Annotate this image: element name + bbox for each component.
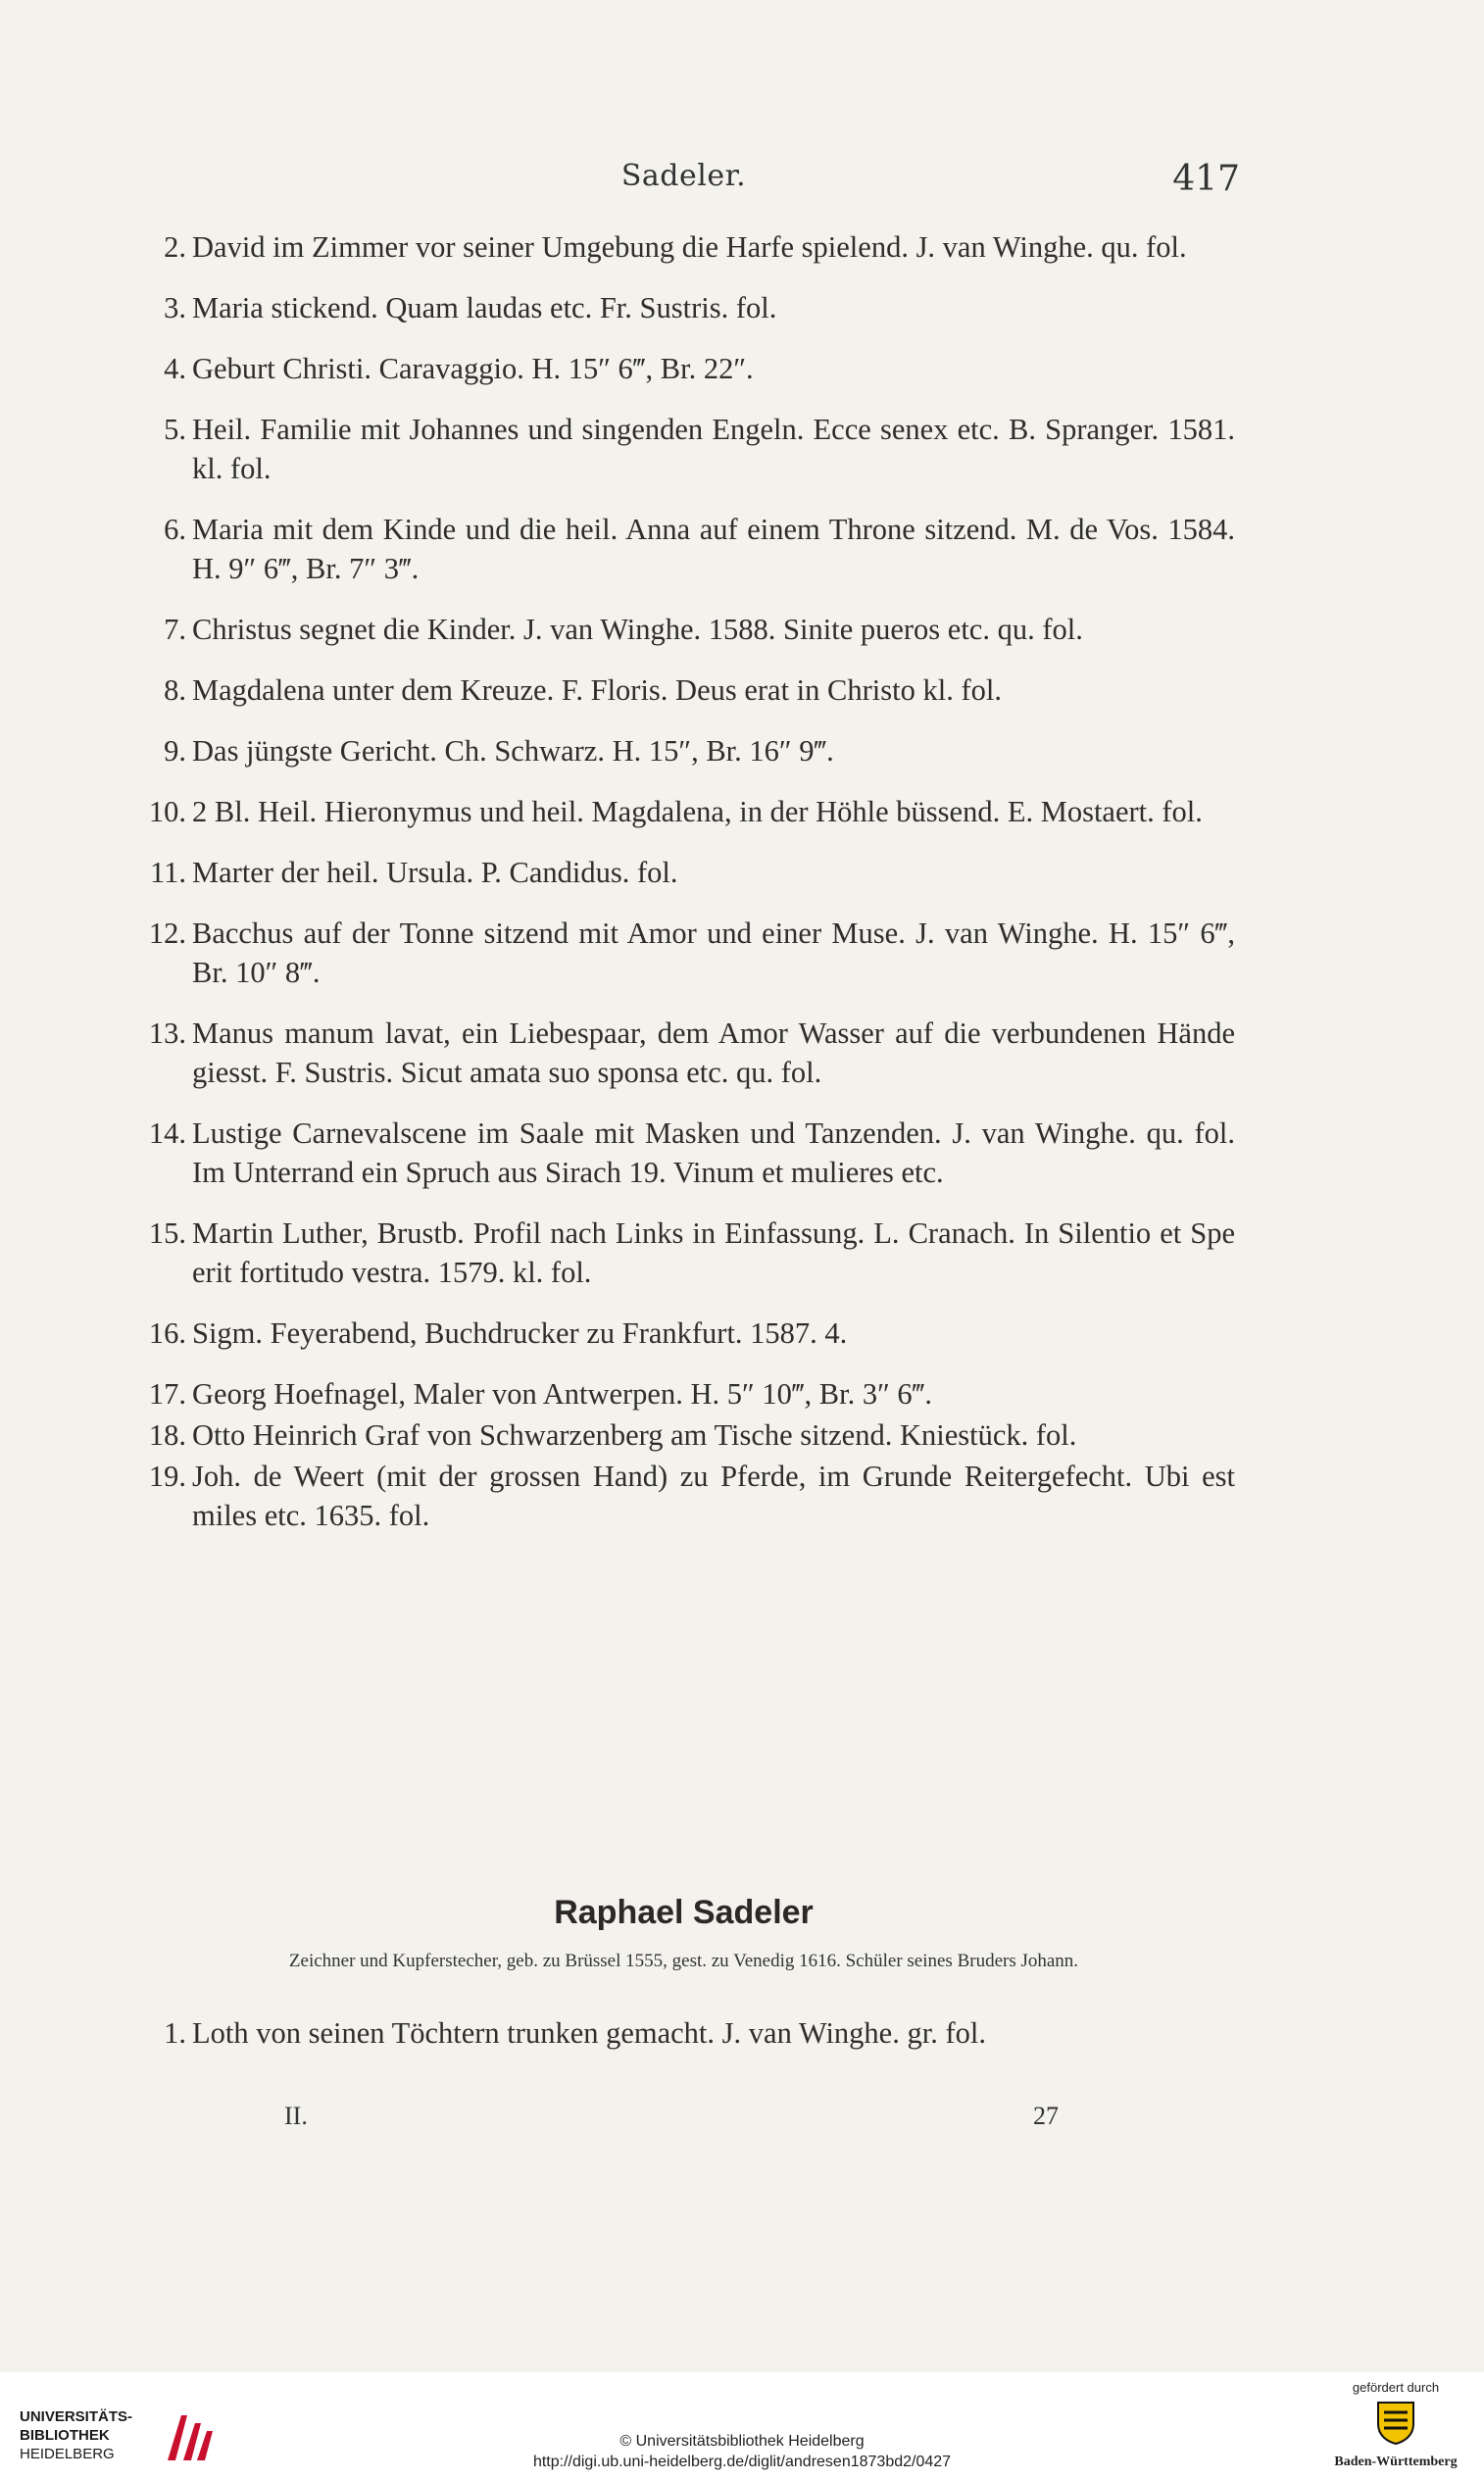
entry-number: 11. — [150, 856, 186, 889]
catalogue-entry — [118, 410, 1235, 488]
entry-number: 17. — [148, 1377, 186, 1411]
catalogue-entry — [118, 1374, 1235, 1414]
entry-text: Das jüngste Gericht. Ch. Schwarz. H. 15″, Br. 16″ 9‴. — [192, 734, 834, 768]
catalogue-entries — [118, 227, 1235, 1557]
source-url-link[interactable]: http://digi.ub.uni-heidelberg.de/diglit/andresen1873bd2/0427 — [532, 2454, 952, 2470]
sponsor-block — [1327, 2380, 1464, 2470]
entry-text: Manus manum lavat, ein Liebespaar, dem Amor Wasser auf die verbundenen Hände giesst. F. Sustris. Sicut amata suo sponsa etc. qu. fol. — [192, 1017, 1235, 1089]
catalogue-entry — [118, 2013, 1235, 2053]
catalogue-entry — [118, 349, 1235, 388]
entry-number: 16. — [148, 1316, 186, 1350]
entry-number: 6. — [164, 513, 186, 546]
entry-number: 12. — [148, 917, 186, 950]
entry-number: 3. — [164, 291, 186, 324]
catalogue-entry — [118, 670, 1235, 710]
catalogue-entry — [118, 1214, 1235, 1292]
sponsor-label: gefördert durch — [1352, 2380, 1440, 2395]
section-entries — [118, 2013, 1235, 2074]
entry-text: Christus segnet die Kinder. J. van Winghe. 1588. Sinite pueros etc. qu. fol. — [192, 613, 1083, 646]
entry-text: Joh. de Weert (mit der grossen Hand) zu Pferde, im Grunde Reitergefecht. Ubi est miles etc. 1635. fol. — [192, 1460, 1235, 1532]
entry-number: 1. — [164, 2016, 186, 2050]
entry-text: Geburt Christi. Caravaggio. H. 15″ 6‴, Br. 22″. — [192, 352, 754, 385]
entry-text: Heil. Familie mit Johannes und singenden Engeln. Ecce senex etc. B. Spranger. 1581. kl. fol. — [192, 413, 1235, 485]
entry-text: Sigm. Feyerabend, Buchdrucker zu Frankfurt. 1587. 4. — [192, 1316, 848, 1350]
entry-number: 4. — [164, 352, 186, 385]
catalogue-entry — [118, 731, 1235, 770]
entry-text: David im Zimmer vor seiner Umgebung die Harfe spielend. J. van Winghe. qu. fol. — [192, 230, 1187, 264]
catalogue-entry — [118, 853, 1235, 892]
catalogue-entry — [118, 510, 1235, 588]
copyright-text: © Universitätsbibliothek Heidelberg — [619, 2433, 865, 2450]
section-title: Raphael Sadeler — [554, 1894, 814, 1931]
entry-number: 18. — [148, 1418, 186, 1452]
entry-text: Otto Heinrich Graf von Schwarzenberg am Tische sitzend. Kniestück. fol. — [192, 1418, 1077, 1452]
library-name — [20, 2407, 132, 2463]
entry-text: Maria mit dem Kinde und die heil. Anna auf einem Throne sitzend. M. de Vos. 1584. H. 9″ 6‴, Br. 7″ 3‴. — [192, 513, 1235, 585]
state-coat-of-arms-icon — [1374, 2399, 1417, 2446]
entry-text: Georg Hoefnagel, Maler von Antwerpen. H. 5″ 10‴, Br. 3″ 6‴. — [192, 1377, 932, 1411]
entry-text: Martin Luther, Brustb. Profil nach Links in Einfassung. L. Cranach. In Silentio et Spe erit fortitudo vestra. 1579. kl. fol. — [192, 1216, 1235, 1289]
catalogue-entry — [118, 1114, 1235, 1192]
page-number: 417 — [1172, 159, 1240, 199]
running-title: Sadeler. — [620, 159, 747, 193]
entry-text: Magdalena unter dem Kreuze. F. Floris. Deus erat in Christo kl. fol. — [192, 673, 1002, 707]
entry-text: Loth von seinen Töchtern trunken gemacht. J. van Winghe. gr. fol. — [192, 2016, 986, 2050]
catalogue-entry — [118, 1314, 1235, 1353]
entry-number: 15. — [148, 1216, 186, 1250]
entry-number: 13. — [148, 1017, 186, 1050]
entry-text: Bacchus auf der Tonne sitzend mit Amor und einer Muse. J. van Winghe. H. 15″ 6‴, Br. 10″ 8‴. — [192, 917, 1235, 989]
entry-number: 9. — [164, 734, 186, 768]
library-mark-icon — [162, 2411, 217, 2466]
library-logo[interactable] — [20, 2404, 225, 2472]
catalogue-entry — [118, 914, 1235, 992]
library-name-line: BIBLIOTHEK — [20, 2427, 110, 2444]
page-header — [127, 159, 1240, 208]
footer-credits — [392, 2431, 1092, 2472]
entry-number: 19. — [148, 1460, 186, 1493]
catalogue-entry — [118, 610, 1235, 649]
entry-number: 14. — [148, 1116, 186, 1150]
catalogue-entry — [118, 1014, 1235, 1092]
entry-number: 8. — [164, 673, 186, 707]
entry-text: 2 Bl. Heil. Hieronymus und heil. Magdalena, in der Höhle büssend. E. Mostaert. fol. — [192, 795, 1203, 828]
catalogue-entry — [118, 1415, 1235, 1455]
volume-signature: II. — [284, 2102, 308, 2130]
sheet-signature: 27 — [1033, 2102, 1059, 2130]
entry-text: Marter der heil. Ursula. P. Candidus. fol. — [192, 856, 678, 889]
entry-number: 2. — [164, 230, 186, 264]
catalogue-entry — [118, 227, 1235, 267]
section-raphael-sadeler — [127, 1894, 1240, 1973]
entry-text: Lustige Carnevalscene im Saale mit Masken und Tanzenden. J. van Winghe. qu. fol. Im Unterrand ein Spruch aus Sirach 19. Vinum et mulieres etc. — [192, 1116, 1235, 1189]
entry-text: Maria stickend. Quam laudas etc. Fr. Sustris. fol. — [192, 291, 777, 324]
catalogue-entry — [118, 792, 1235, 831]
sponsor-name: Baden-Württemberg — [1334, 2455, 1458, 2469]
catalogue-entry — [118, 1457, 1235, 1535]
entry-number: 7. — [164, 613, 186, 646]
entry-number: 10. — [148, 795, 186, 828]
catalogue-entry — [118, 288, 1235, 327]
entry-number: 5. — [164, 413, 186, 446]
library-name-line: UNIVERSITÄTS- — [20, 2408, 133, 2425]
section-subtitle: Zeichner und Kupferstecher, geb. zu Brüssel 1555, gest. zu Venedig 1616. Schüler seines Bruders Johann. — [288, 1951, 1079, 1971]
digitization-footer — [0, 2372, 1484, 2480]
library-name-line: HEIDELBERG — [20, 2446, 115, 2462]
